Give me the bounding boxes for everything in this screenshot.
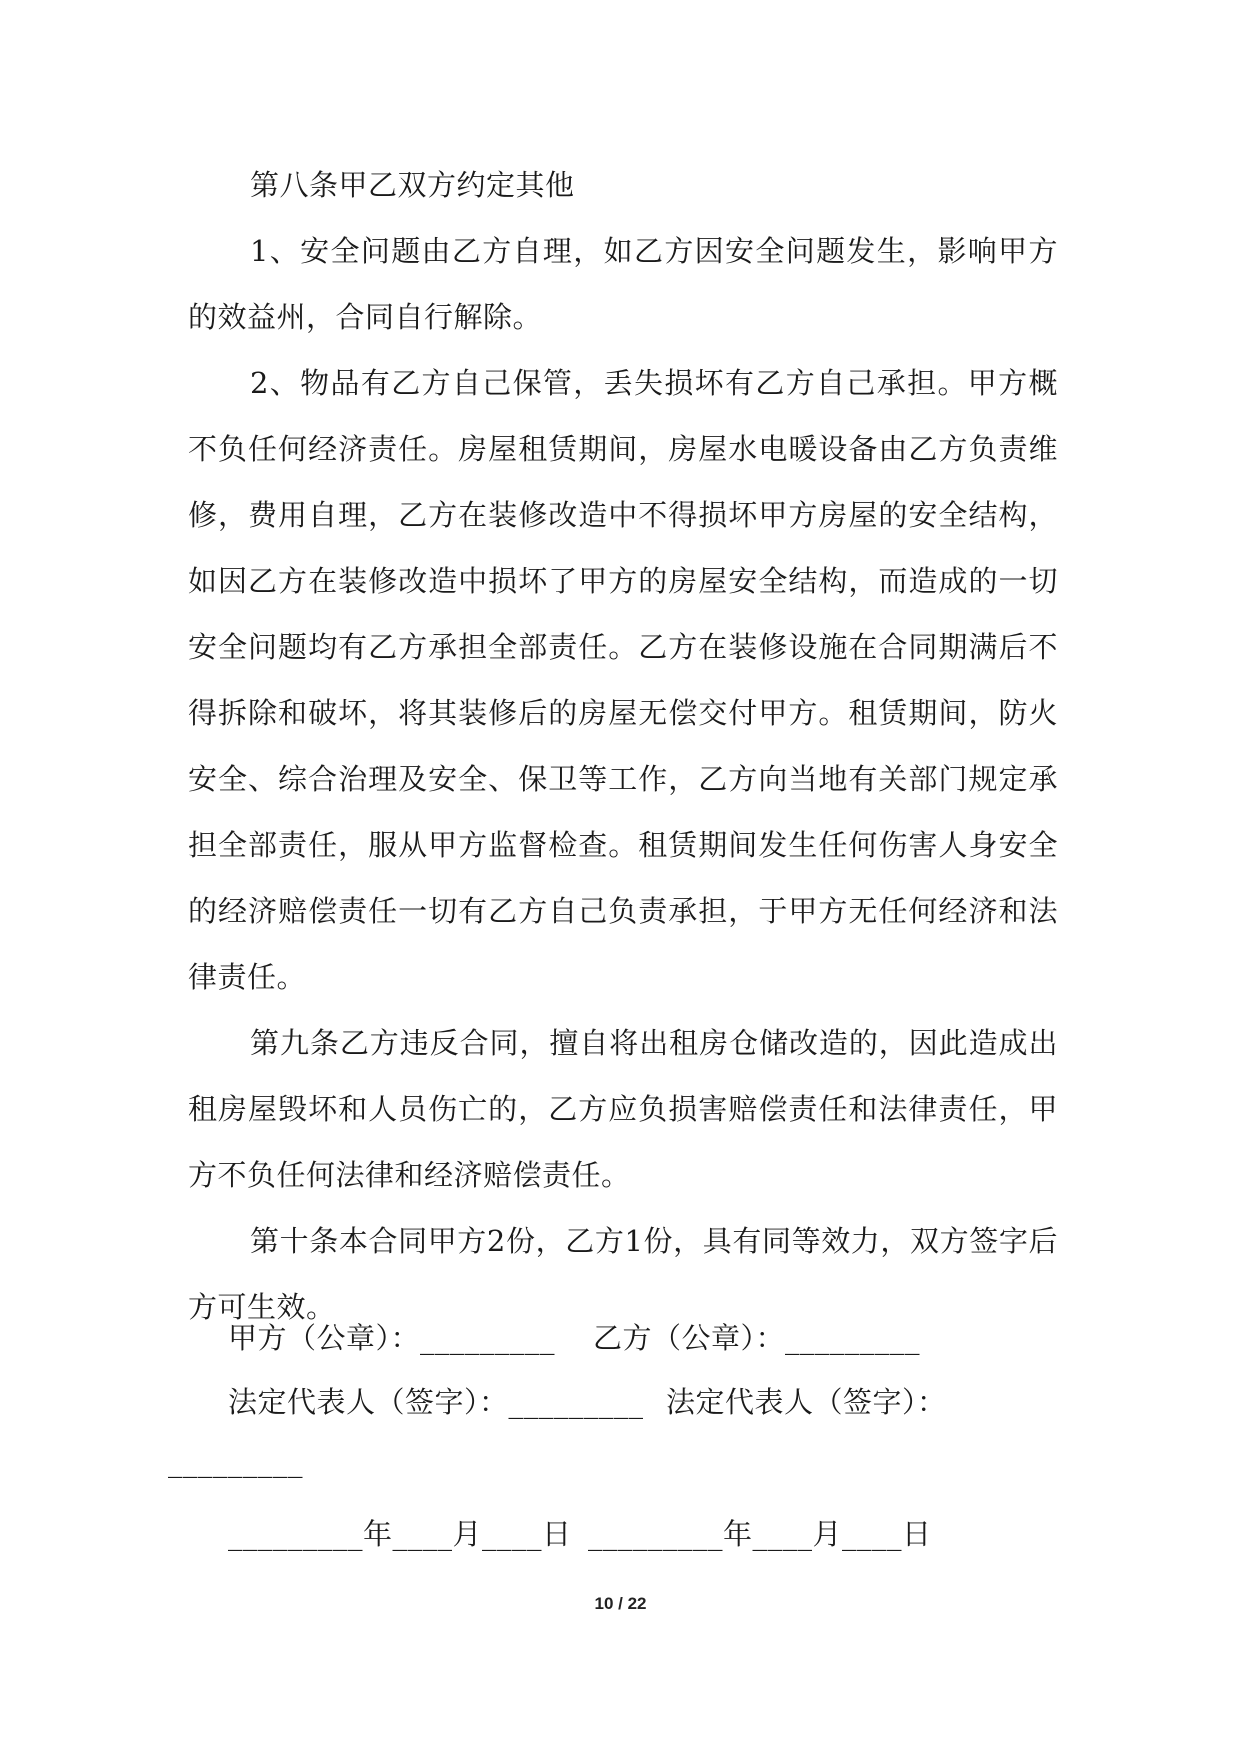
article-8-clause-1: 1、安全问题由乙方自理，如乙方因安全问题发生，影响甲方的效益州，合同自行解除。 [188,234,1058,334]
article-8-heading: 第八条甲乙双方约定其他 [250,168,575,202]
contract-body [188,152,1058,1340]
legal-rep-b-line: 法定代表人（签字）： [666,1385,947,1419]
party-b-seal-line: 乙方（公章）：_________ [593,1321,921,1355]
legal-rep-b-blank: _________ [168,1444,303,1478]
date-line-a: _________年____月____日 [228,1517,572,1551]
article-8-clause-2: 2、物品有乙方自己保管，丢失损坏有乙方自己承担。甲方概不负任何经济责任。房屋租赁期间，房屋水电暖设备由乙方负责维修，费用自理，乙方在装修改造中不得损坏甲方房屋的安全结构，如因乙方在装修改造中损坏了甲方的房屋安全结构，而造成的一切安全问题均有乙方承担全部责任。乙方在装修设施在合同期满后不得拆除和破坏，将其装修后的房屋无偿交付甲方。租赁期间，防火安全、综合治理及安全、保卫等工作，乙方向当地有关部门规定承担全部责任，服从甲方监督检查。租赁期间发生任何伤害人身安全的经济赔偿责任一切有乙方自己负责承担，于甲方无任何经济和法律责任。 [188,366,1058,994]
date-line-b: _________年____月____日 [588,1517,932,1551]
article-10: 第十条本合同甲方2份，乙方1份，具有同等效力，双方签字后方可生效。 [188,1224,1058,1324]
party-a-seal-line: 甲方（公章）：_________ [228,1321,556,1355]
legal-rep-a-line: 法定代表人（签字）：_________ [228,1385,644,1419]
article-9: 第九条乙方违反合同，擅自将出租房仓储改造的，因此造成出租房屋毁坏和人员伤亡的，乙方应负损害赔偿责任和法律责任，甲方不负任何法律和经济赔偿责任。 [188,1026,1058,1192]
page-number: 10 / 22 [594,1594,647,1613]
